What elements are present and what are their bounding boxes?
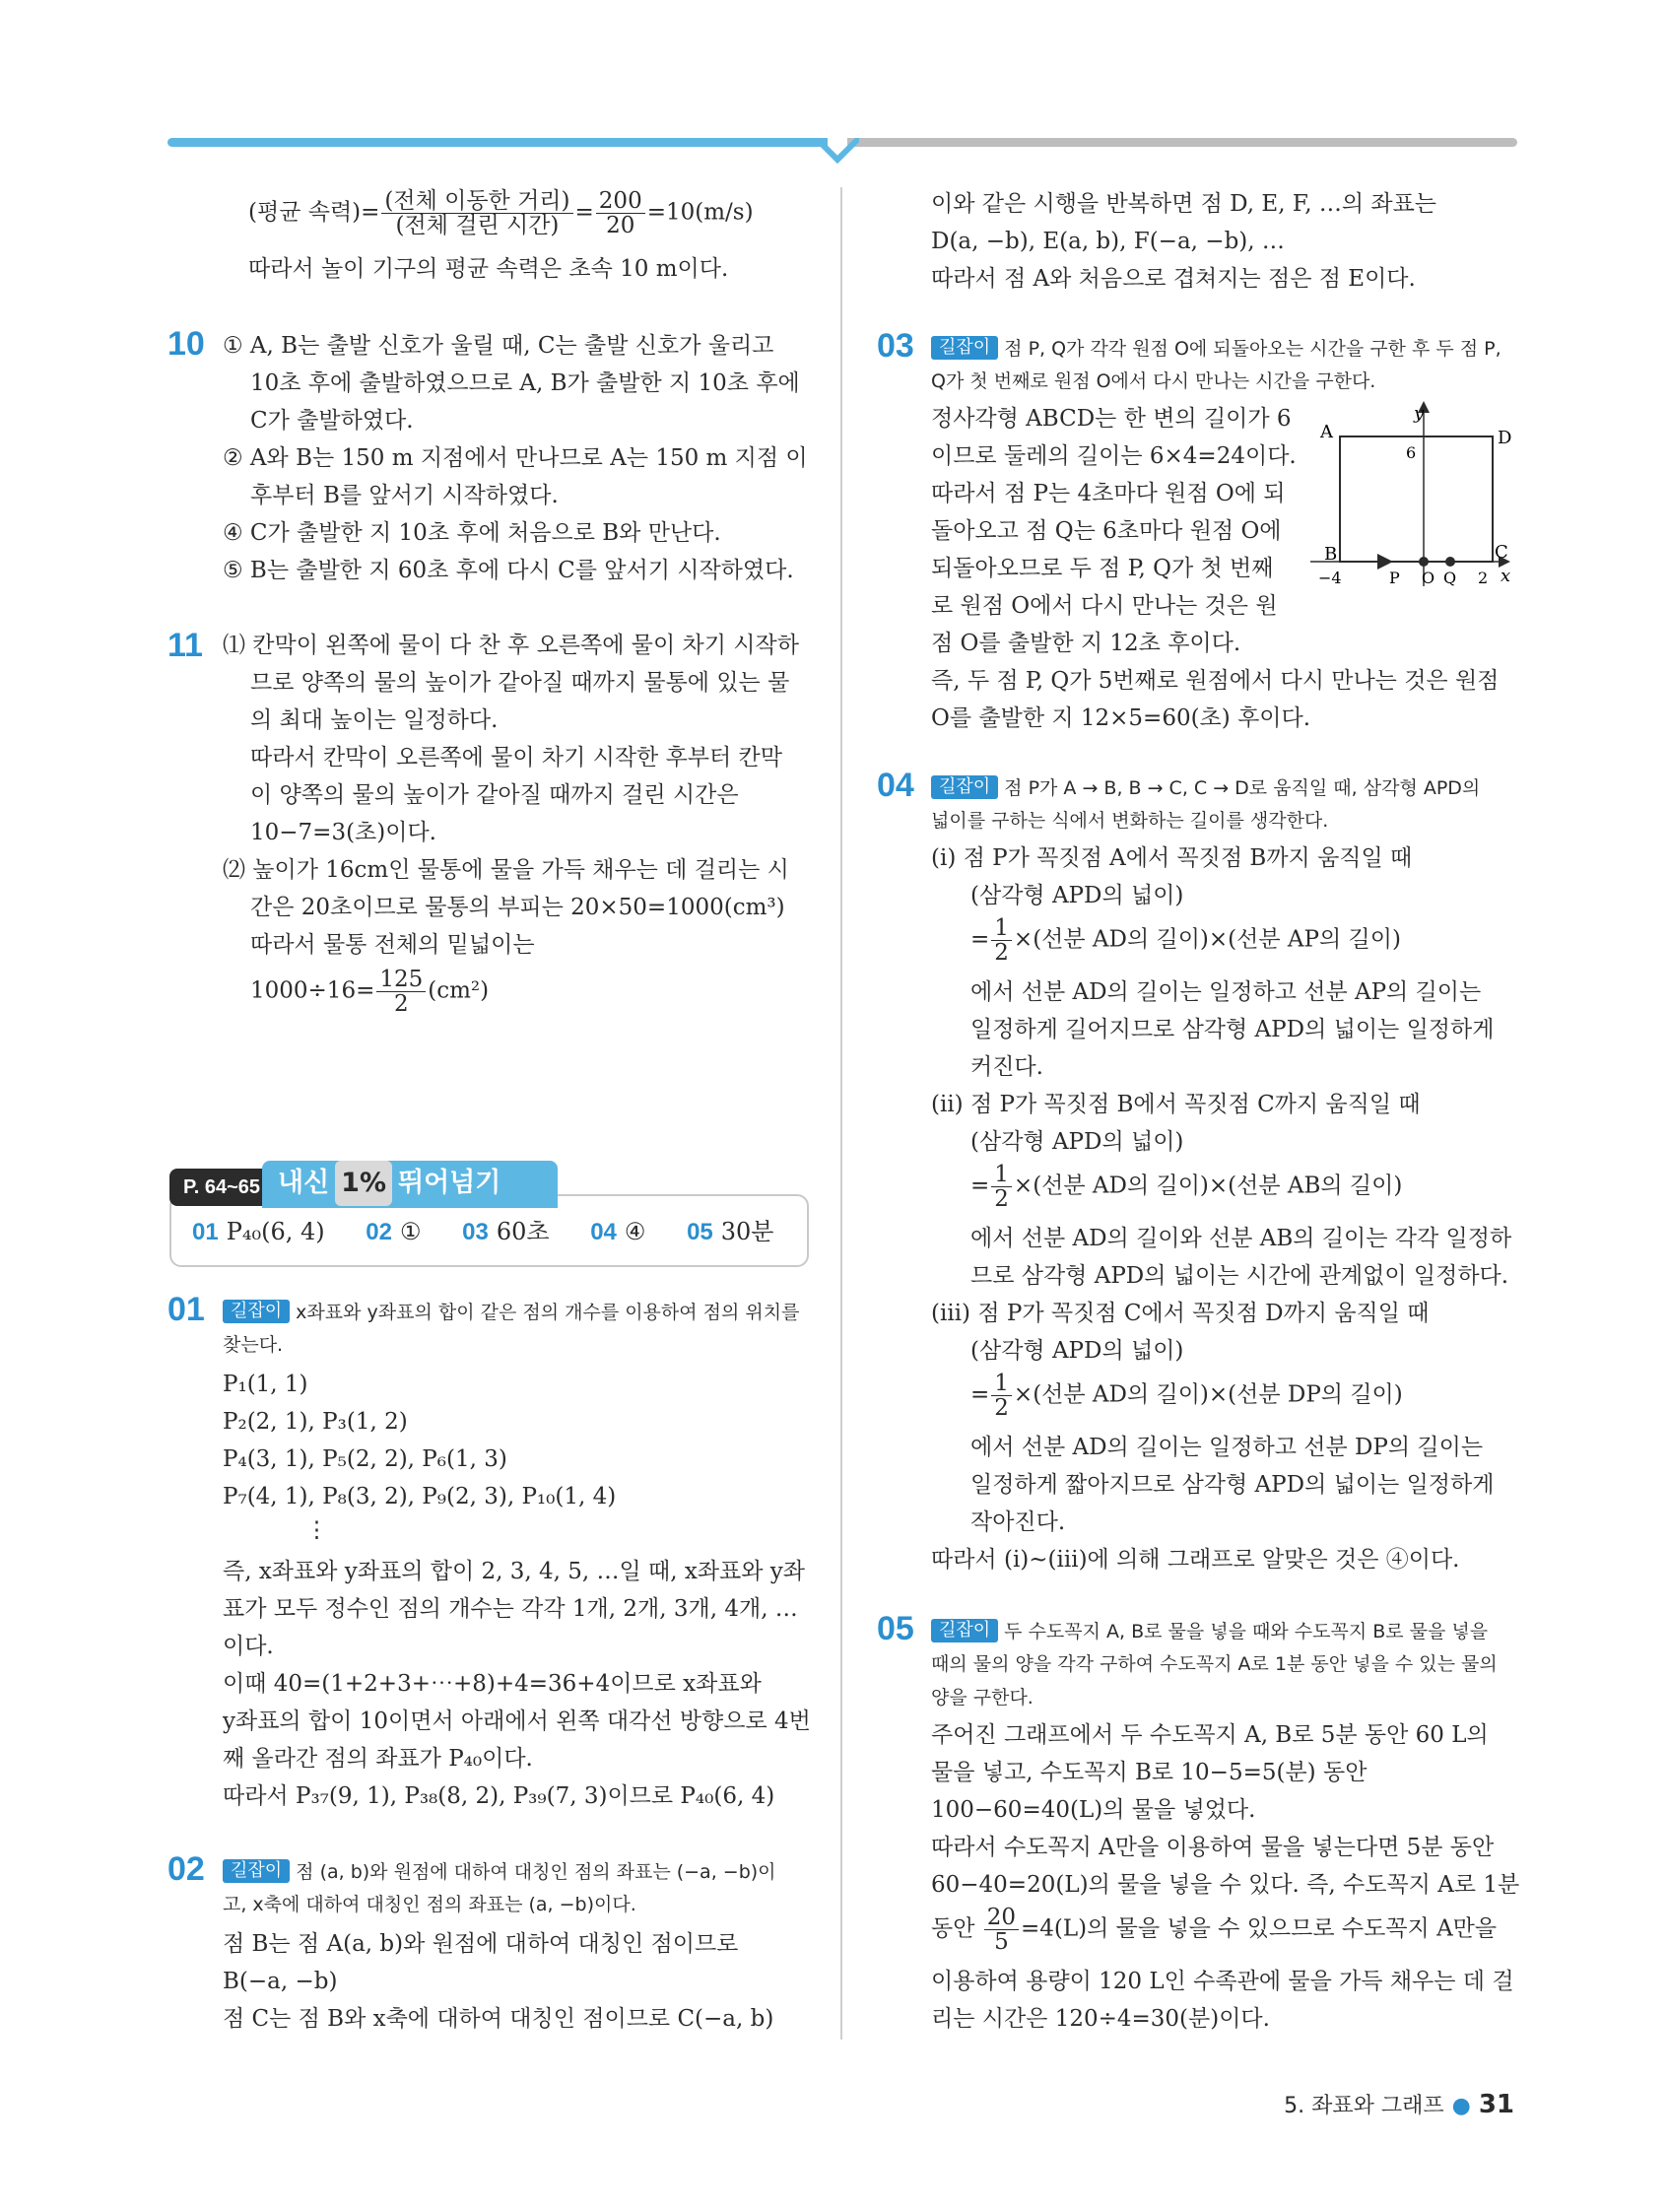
text-line: 작아진다. <box>970 1509 1066 1535</box>
hint-text: 점 P, Q가 각각 원점 O에 되돌아오는 시간을 구한 후 두 점 P, <box>1004 338 1501 360</box>
text-line: D(a, −b), E(a, b), F(−a, −b), … <box>931 229 1285 254</box>
text: = <box>574 199 594 226</box>
text-line: 60−40=20(L)의 물을 넣을 수 있다. 즉, 수도꼭지 A로 1분 <box>931 1872 1520 1898</box>
question-number-03: 03 <box>877 327 914 365</box>
answer-item <box>687 1218 773 1245</box>
svg-text:C: C <box>1495 542 1508 563</box>
text-line: B(−a, −b) <box>223 1969 338 1994</box>
section-title-b: 1% <box>335 1161 392 1206</box>
hint-text: 넓이를 구하는 식에서 변화하는 길이를 생각한다. <box>931 810 1329 832</box>
svg-text:D: D <box>1498 428 1512 448</box>
fraction <box>991 916 1012 965</box>
text-line: ⋮ <box>305 1517 328 1543</box>
text-line: (삼각형 APD의 넓이) <box>970 1338 1184 1364</box>
text: 1000÷16= <box>250 977 375 1004</box>
text-line: 이다. <box>223 1634 274 1659</box>
hint-text: 때의 물의 양을 각각 구하여 수도꼭지 A로 1분 동안 넣을 수 있는 물의 <box>931 1653 1498 1675</box>
numerator: (전체 이동한 거리) <box>381 189 572 214</box>
text-line: (ⅲ) 점 P가 꼭짓점 C에서 꼭짓점 D까지 움직일 때 <box>931 1301 1430 1326</box>
text-line: 간은 20초이므로 물통의 부피는 20×50=1000(cm³) <box>250 895 785 920</box>
text-line: 되돌아오므로 두 점 P, Q가 첫 번째 <box>931 556 1274 581</box>
text-line: P₄(3, 1), P₅(2, 2), P₆(1, 3) <box>223 1446 507 1472</box>
half-formula <box>970 916 1401 965</box>
text-line: 일정하게 짧아지므로 삼각형 APD의 넓이는 일정하게 <box>970 1472 1495 1498</box>
text: (평균 속력)= <box>248 199 380 226</box>
chapter-title: 5. 좌표와 그래프 <box>1284 2094 1444 2118</box>
rate-formula <box>931 1906 1497 1954</box>
text-line: 커진다. <box>970 1054 1043 1080</box>
denominator: (전체 걸린 시간) <box>395 213 560 238</box>
text-line: 일정하게 길어지므로 삼각형 APD의 넓이는 일정하게 <box>970 1017 1495 1042</box>
text-line: 이용하여 용량이 120 L인 수족관에 물을 가득 채우는 데 걸 <box>931 1969 1514 1994</box>
text: = <box>970 1381 990 1408</box>
answer-item <box>366 1218 421 1245</box>
text: ×(선분 AD의 길이)×(선분 AB의 길이) <box>1013 1173 1403 1199</box>
text-line: 에서 선분 AD의 길이는 일정하고 선분 AP의 길이는 <box>970 979 1482 1005</box>
half-formula <box>970 1372 1403 1420</box>
answer-item <box>462 1218 549 1245</box>
text: =10(m/s) <box>646 199 754 226</box>
text-line: 므로 삼각형 APD의 넓이는 시간에 관계없이 일정하다. <box>970 1263 1509 1289</box>
text: ×(선분 AD의 길이)×(선분 AP의 길이) <box>1013 926 1401 953</box>
svg-text:A: A <box>1320 422 1333 442</box>
hint-text: 고, x축에 대하여 대칭인 점의 좌표는 (a, −b)이다. <box>223 1894 636 1915</box>
text-line: 돌아오고 점 Q는 6초마다 원점 O에 <box>931 518 1282 544</box>
svg-text:6: 6 <box>1406 443 1417 462</box>
fraction <box>984 1906 1019 1954</box>
svg-text:Q: Q <box>1443 569 1457 587</box>
svg-text:P: P <box>1389 569 1400 587</box>
svg-text:−4: −4 <box>1318 569 1342 587</box>
text-line: 째 올라간 점의 좌표가 P₄₀이다. <box>223 1746 533 1772</box>
hint-badge: 길잡이 <box>931 1619 998 1642</box>
text-line: 리는 시간은 120÷4=30(분)이다. <box>931 2006 1270 2032</box>
numerator: 1 <box>991 1163 1012 1187</box>
text: = <box>970 1173 990 1199</box>
text-line: 의 최대 높이는 일정하다. <box>250 707 499 733</box>
question-number-11: 11 <box>167 627 203 664</box>
text-line: 100−60=40(L)의 물을 넣었다. <box>931 1797 1256 1823</box>
hint-line <box>931 772 1480 803</box>
text-line: 정사각형 ABCD는 한 변의 길이가 6 <box>931 406 1292 432</box>
text-line: 점 B는 점 A(a, b)와 원점에 대하여 대칭인 점이므로 <box>223 1931 739 1957</box>
answer-number: 01 <box>192 1219 219 1245</box>
text-line: 주어진 그래프에서 두 수도꼭지 A, B로 5분 동안 60 L의 <box>931 1722 1489 1748</box>
text-line: 물을 넣고, 수도꼭지 B로 10−5=5(분) 동안 <box>931 1760 1368 1785</box>
hint-badge: 길잡이 <box>223 1859 290 1883</box>
answer-number: 05 <box>687 1219 713 1245</box>
text-line: 점 C는 점 B와 x축에 대하여 대칭인 점이므로 C(−a, b) <box>223 2006 774 2032</box>
text: (cm²) <box>428 977 490 1004</box>
hint-badge: 길잡이 <box>931 775 998 799</box>
text-line: ② A와 B는 150 m 지점에서 만나므로 A는 150 m 지점 이 <box>223 445 808 471</box>
text-line: 이므로 둘레의 길이는 6×4=24이다. <box>931 443 1297 469</box>
text-line: (삼각형 APD의 넓이) <box>970 1129 1184 1155</box>
text-line: 따라서 물통 전체의 밑넓이는 <box>250 932 535 958</box>
page-footer <box>1284 2089 1514 2119</box>
text-line: ④ C가 출발한 지 10초 후에 처음으로 B와 만난다. <box>223 520 721 546</box>
question-number-02: 02 <box>167 1850 205 1888</box>
text-line: 후부터 B를 앞서기 시작하였다. <box>250 483 559 508</box>
text-line: 따라서 점 A와 처음으로 겹쳐지는 점은 점 E이다. <box>931 266 1416 292</box>
svg-text:2: 2 <box>1478 569 1489 587</box>
text-line: P₂(2, 1), P₃(1, 2) <box>223 1409 408 1435</box>
header-bar-gray <box>847 138 1517 147</box>
area-formula <box>250 968 489 1016</box>
answer-item <box>192 1218 325 1245</box>
answer-value: 60초 <box>496 1218 550 1245</box>
numerator: 125 <box>376 968 426 992</box>
text-line: 이 양쪽의 물의 높이가 같아질 때까지 걸린 시간은 <box>250 782 739 808</box>
denominator: 20 <box>606 213 635 238</box>
numerator: 200 <box>596 189 645 214</box>
text-line: 따라서 놀이 기구의 평균 속력은 초속 10 m이다. <box>248 256 729 282</box>
section-title <box>262 1161 558 1208</box>
hint-text: 점 (a, b)와 원점에 대하여 대칭인 점의 좌표는 (−a, −b)이 <box>296 1861 776 1883</box>
text-line: 로 원점 O에서 다시 만나는 것은 원 <box>931 593 1278 619</box>
fraction <box>596 189 645 237</box>
question-number-05: 05 <box>877 1610 914 1647</box>
bullet-icon: ● <box>1451 2094 1471 2118</box>
text-line: 따라서 수도꼭지 A만을 이용하여 물을 넣는다면 5분 동안 <box>931 1835 1495 1860</box>
text-line: C가 출발하였다. <box>250 408 414 434</box>
hint-text: Q가 첫 번째로 원점 O에서 다시 만나는 시간을 구한다. <box>931 370 1376 392</box>
section-title-a: 내신 <box>278 1168 330 1198</box>
text-line: 표가 모두 정수인 점의 개수는 각각 1개, 2개, 3개, 4개, … <box>223 1596 798 1622</box>
text-line: 이때 40=(1+2+3+⋯+8)+4=36+4이므로 x좌표와 <box>223 1671 762 1697</box>
hint-text: 두 수도꼭지 A, B로 물을 넣을 때와 수도꼭지 B로 물을 넣을 <box>1004 1621 1489 1642</box>
numerator: 20 <box>984 1906 1019 1930</box>
text-line: 점 O를 출발한 지 12초 후이다. <box>931 631 1241 656</box>
header-bar-blue <box>167 138 828 147</box>
answer-list <box>192 1212 808 1246</box>
text-line: 10초 후에 출발하였으므로 A, B가 출발한 지 10초 후에 <box>250 370 800 396</box>
text-line: ① A, B는 출발 신호가 울릴 때, C는 출발 신호가 울리고 <box>223 333 774 359</box>
hint-text: 점 P가 A → B, B → C, C → D로 움직일 때, 삼각형 APD의 <box>1004 777 1481 799</box>
question-number-01: 01 <box>167 1291 205 1328</box>
svg-text:B: B <box>1324 544 1338 565</box>
text-line: (삼각형 APD의 넓이) <box>970 883 1184 908</box>
question-number-04: 04 <box>877 767 914 804</box>
hint-line <box>223 1856 776 1887</box>
text-line: 즉, x좌표와 y좌표의 합이 2, 3, 4, 5, …일 때, x좌표와 y좌 <box>223 1559 806 1584</box>
denominator: 2 <box>994 1395 1009 1421</box>
text: =4(L)의 물을 넣을 수 있으므로 수도꼭지 A만을 <box>1021 1915 1498 1942</box>
denominator: 5 <box>994 1929 1009 1955</box>
answer-value: ① <box>399 1218 422 1245</box>
text-line: 따라서 점 P는 4초마다 원점 O에 되 <box>931 481 1286 506</box>
answer-number: 04 <box>590 1219 617 1245</box>
text-line: ⑵ 높이가 16cm인 물통에 물을 가득 채우는 데 걸리는 시 <box>223 857 789 883</box>
answer-item <box>590 1218 645 1245</box>
svg-text:y: y <box>1414 403 1425 424</box>
header-notch <box>816 138 859 164</box>
page-range-tab: P. 64~65 <box>169 1169 274 1206</box>
text: = <box>970 926 990 953</box>
text-line: O를 출발한 지 12×5=60(초) 후이다. <box>931 705 1311 731</box>
numerator: 1 <box>991 916 1012 941</box>
text-line: 10−7=3(초)이다. <box>250 820 436 845</box>
hint-badge: 길잡이 <box>931 336 998 360</box>
half-formula <box>970 1163 1402 1211</box>
column-divider <box>840 187 842 2040</box>
text: 동안 <box>931 1915 975 1942</box>
numerator: 1 <box>991 1372 1012 1396</box>
hint-text: x좌표와 y좌표의 합이 같은 점의 개수를 이용하여 점의 위치를 <box>296 1302 800 1323</box>
text-line: y좌표의 합이 10이면서 아래에서 왼쪽 대각선 방향으로 4번 <box>223 1709 811 1734</box>
text-line: (ⅱ) 점 P가 꼭짓점 B에서 꼭짓점 C까지 움직일 때 <box>931 1092 1421 1117</box>
text-line: 따라서 (ⅰ)~(ⅲ)에 의해 그래프로 알맞은 것은 ④이다. <box>931 1547 1460 1573</box>
text-line: 즉, 두 점 P, Q가 5번째로 원점에서 다시 만나는 것은 원점 <box>931 668 1500 694</box>
hint-line <box>223 1297 799 1327</box>
answer-value: 30분 <box>720 1218 774 1245</box>
hint-text: 찾는다. <box>223 1334 284 1356</box>
text-line: (ⅰ) 점 P가 꼭짓점 A에서 꼭짓점 B까지 움직일 때 <box>931 845 1413 871</box>
text-line: 에서 선분 AD의 길이와 선분 AB의 길이는 각각 일정하 <box>970 1226 1512 1251</box>
text-line: 므로 양쪽의 물의 높이가 같아질 때까지 물통에 있는 물 <box>250 670 790 696</box>
hint-line <box>931 333 1501 364</box>
answer-value: P₄₀(6, 4) <box>226 1218 325 1245</box>
fraction <box>991 1372 1012 1420</box>
text: ×(선분 AD의 길이)×(선분 DP의 길이) <box>1013 1381 1403 1408</box>
fraction <box>376 968 426 1016</box>
square-coordinate-figure <box>1310 394 1517 591</box>
answer-value: ④ <box>624 1218 646 1245</box>
answer-number: 03 <box>462 1219 489 1245</box>
text-line: P₁(1, 1) <box>223 1372 308 1397</box>
denominator: 2 <box>994 940 1009 966</box>
svg-text:O: O <box>1422 569 1435 587</box>
page-number: 31 <box>1478 2090 1514 2119</box>
text-line: ⑤ B는 출발한 지 60초 후에 다시 C를 앞서기 시작하였다. <box>223 558 794 583</box>
fraction <box>991 1163 1012 1211</box>
text-line: 따라서 P₃₇(9, 1), P₃₈(8, 2), P₃₉(7, 3)이므로 P₄₀(6, 4) <box>223 1783 775 1809</box>
text-line: 따라서 칸막이 오른쪽에 물이 차기 시작한 후부터 칸막 <box>250 745 782 771</box>
text-line: ⑴ 칸막이 왼쪽에 물이 다 찬 후 오른쪽에 물이 차기 시작하 <box>223 633 799 658</box>
answer-number: 02 <box>366 1219 392 1245</box>
denominator: 2 <box>393 991 409 1017</box>
denominator: 2 <box>994 1186 1009 1212</box>
section-title-c: 뛰어넘기 <box>398 1168 501 1198</box>
svg-text:x: x <box>1501 566 1511 586</box>
hint-badge: 길잡이 <box>223 1300 290 1323</box>
fraction <box>381 189 572 237</box>
text-line: 이와 같은 시행을 반복하면 점 D, E, F, …의 좌표는 <box>931 191 1437 217</box>
hint-text: 양을 구한다. <box>931 1687 1034 1709</box>
hint-line <box>931 1616 1488 1646</box>
text-line: P₇(4, 1), P₈(3, 2), P₉(2, 3), P₁₀(1, 4) <box>223 1484 617 1509</box>
question-number-10: 10 <box>167 325 205 363</box>
avg-speed-formula <box>248 189 754 237</box>
text-line: 에서 선분 AD의 길이는 일정하고 선분 DP의 길이는 <box>970 1435 1484 1460</box>
